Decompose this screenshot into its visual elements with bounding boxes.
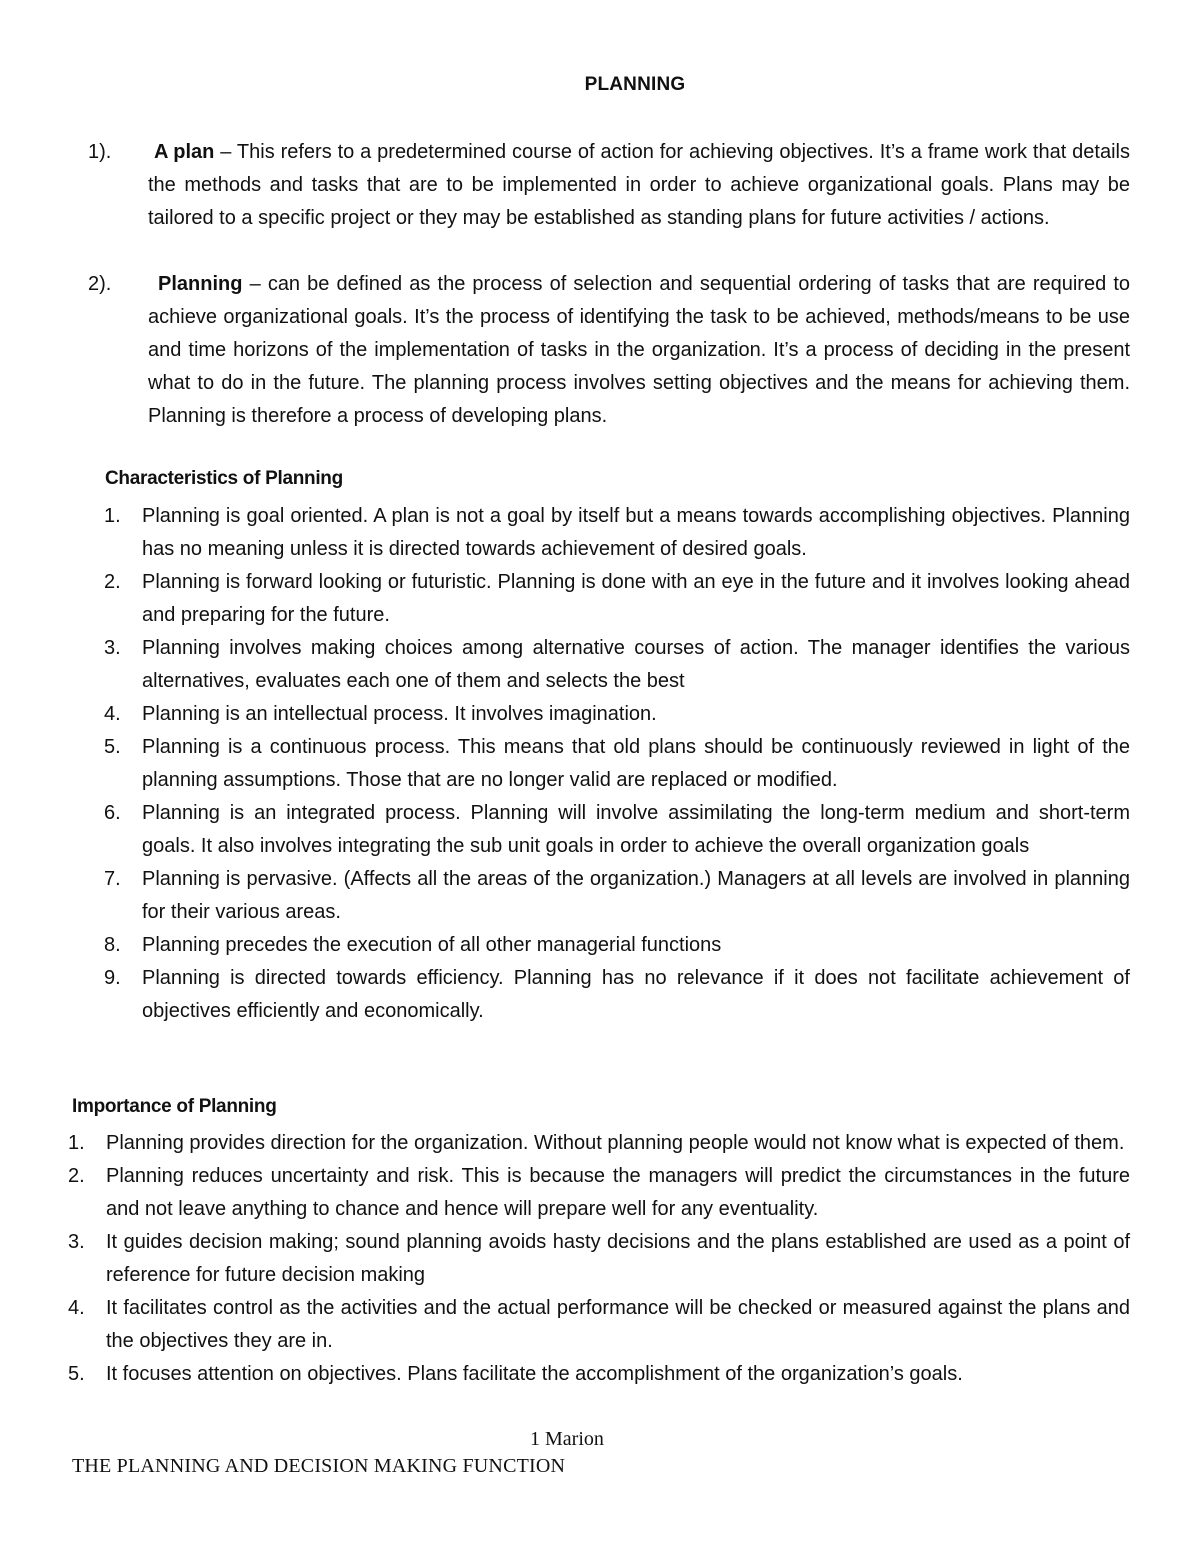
list-item-text: Planning reduces uncertainty and risk. This is because the managers will predict the circumstances in the future and not leave anything to chance and hence will prepare well for any eventuality. <box>106 1165 1130 1220</box>
list-item-number: 3. <box>68 1231 85 1253</box>
list-item <box>68 1292 1130 1358</box>
list-item <box>104 731 1130 797</box>
definition-plan <box>88 136 1130 235</box>
list-item-text: Planning is forward looking or futuristic. Planning is done with an eye in the future and it involves looking ahead and preparing for the future. <box>142 571 1130 626</box>
characteristics-list <box>104 500 1130 1028</box>
definition-text: – This refers to a predetermined course of action for achieving objectives. It’s a frame work that details the methods and tasks that are to be implemented in order to achieve organizational goals. Plans may be tailored to a specific project or they may be established as standing plans for future activities / actions. <box>148 141 1130 229</box>
list-item-number: 6. <box>104 802 121 824</box>
list-item-number: 9. <box>104 967 121 989</box>
list-item-number: 5. <box>68 1363 85 1385</box>
definition-term: A plan <box>154 141 215 163</box>
list-item-text: It facilitates control as the activities and the actual performance will be checked or measured against the plans and the objectives they are in. <box>106 1297 1130 1352</box>
list-item <box>68 1160 1130 1226</box>
definition-text: – can be defined as the process of selection and sequential ordering of tasks that are required to achieve organizational goals. It’s the process of identifying the task to be achieved, methods/means to be use and time horizons of the implementation of tasks in the organization. It’s a process of deciding in the present what to do in the future. The planning process involves setting objectives and the means for achieving them. Planning is therefore a process of developing plans. <box>148 273 1130 427</box>
list-item <box>68 1358 1130 1391</box>
list-item <box>104 863 1130 929</box>
list-item-text: Planning is pervasive. (Affects all the areas of the organization.) Managers at all levels are involved in planning for their various areas. <box>142 868 1130 923</box>
list-item <box>104 698 1130 731</box>
list-item-text: Planning is goal oriented. A plan is not a goal by itself but a means towards accomplishing objectives. Planning has no meaning unless it is directed towards achievement of desired goals. <box>142 505 1130 560</box>
definition-planning <box>88 268 1130 433</box>
list-item <box>68 1127 1130 1160</box>
definition-number: 2). <box>88 273 112 295</box>
list-item-number: 4. <box>104 703 121 725</box>
list-item-text: Planning is an intellectual process. It involves imagination. <box>142 703 657 725</box>
list-item-number: 3. <box>104 637 121 659</box>
list-item-number: 4. <box>68 1297 85 1319</box>
list-item-text: It focuses attention on objectives. Plans facilitate the accomplishment of the organization’s goals. <box>106 1363 963 1385</box>
importance-list <box>68 1127 1130 1391</box>
list-item-text: Planning is an integrated process. Planning will involve assimilating the long-term medium and short-term goals. It also involves integrating the sub unit goals in order to achieve the overall organization goals <box>142 802 1130 857</box>
definition-body <box>148 136 1130 235</box>
list-item-number: 2. <box>68 1165 85 1187</box>
list-item-text: It guides decision making; sound planning avoids hasty decisions and the plans established are used as a point of reference for future decision making <box>106 1231 1130 1286</box>
list-item-number: 8. <box>104 934 121 956</box>
footer-page-number: 1 Marion <box>530 1428 604 1450</box>
list-item <box>104 929 1130 962</box>
definition-body <box>148 268 1130 433</box>
list-item <box>104 797 1130 863</box>
list-item-text: Planning is directed towards efficiency. Planning has no relevance if it does not facilitate achievement of objectives efficiently and economically. <box>142 967 1130 1022</box>
list-item <box>104 962 1130 1028</box>
list-item <box>104 632 1130 698</box>
list-item-text: Planning precedes the execution of all other managerial functions <box>142 934 722 956</box>
list-item-number: 5. <box>104 736 121 758</box>
list-item-number: 1. <box>68 1132 85 1154</box>
definition-number: 1). <box>88 141 112 163</box>
characteristics-heading: Characteristics of Planning <box>105 468 343 489</box>
list-item-number: 7. <box>104 868 121 890</box>
list-item-text: Planning provides direction for the organization. Without planning people would not know what is expected of them. <box>106 1132 1125 1154</box>
list-item-text: Planning is a continuous process. This means that old plans should be continuously reviewed in light of the planning assumptions. Those that are no longer valid are replaced or modified. <box>142 736 1130 791</box>
list-item-number: 1. <box>104 505 121 527</box>
list-item <box>104 500 1130 566</box>
definition-term: Planning <box>158 273 243 295</box>
page-title: PLANNING <box>584 74 686 95</box>
list-item <box>104 566 1130 632</box>
importance-heading: Importance of Planning <box>72 1096 277 1117</box>
list-item-text: Planning involves making choices among alternative courses of action. The manager identifies the various alternatives, evaluates each one of them and selects the best <box>142 637 1130 692</box>
footer-title: THE PLANNING AND DECISION MAKING FUNCTION <box>72 1455 566 1477</box>
list-item-number: 2. <box>104 571 121 593</box>
list-item <box>68 1226 1130 1292</box>
